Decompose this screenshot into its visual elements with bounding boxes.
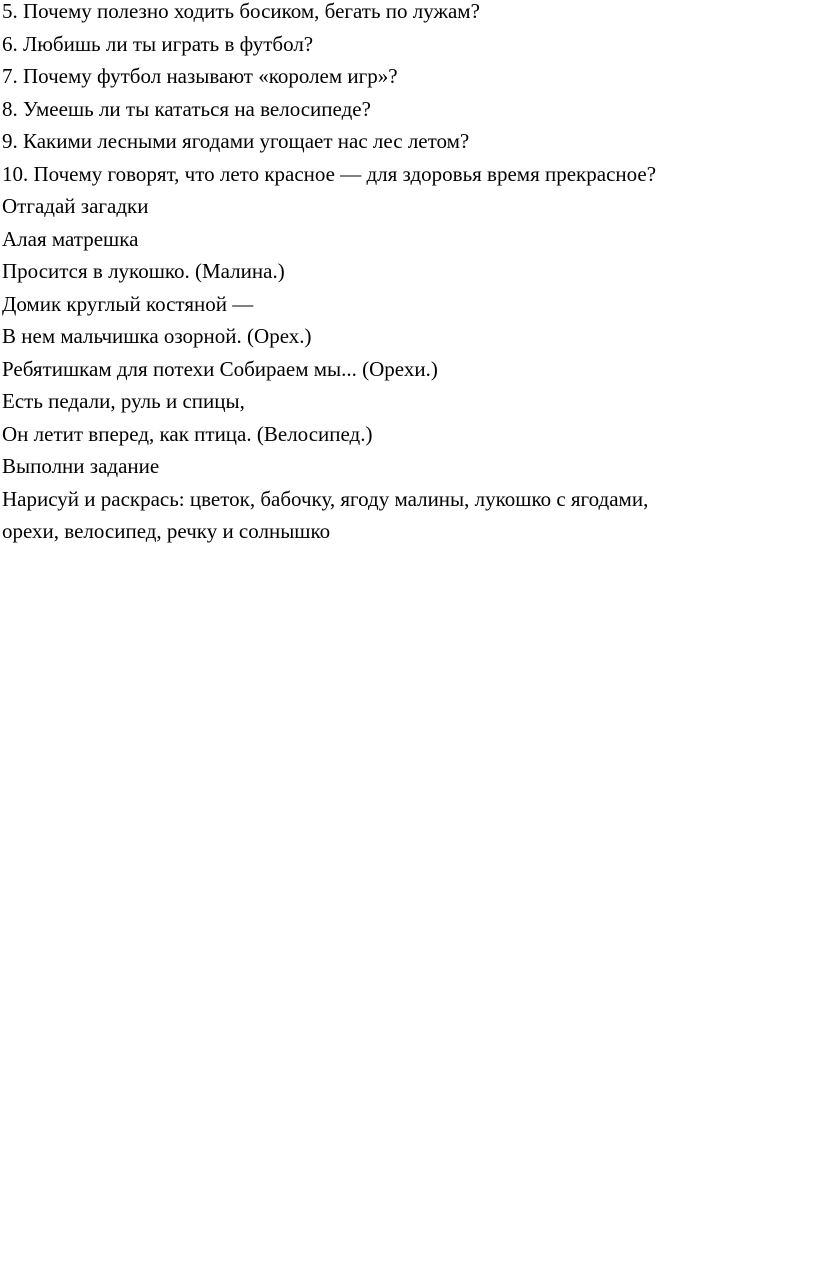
question-10: 10. Почему говорят, что лето красное — для здоровья время прекрасное? [2,161,657,186]
question-9: 9. Какими лесными ягодами угощает нас лес летом? [2,129,470,153]
riddles-heading: Отгадай загадки [2,194,149,218]
document-body [2,0,808,548]
task-line: орехи, велосипед, речку и солнышко [2,519,331,543]
task-heading: Выполни задание [2,454,160,478]
question-5: 5. Почему полезно ходить босиком, бегать по лужам? [2,0,480,23]
riddle-line: Домик круглый костяной — [2,291,254,316]
question-8: 8. Умеешь ли ты кататься на велосипеде? [2,96,371,121]
riddle-line: Ребятишкам для потехи Собираем мы... (Орехи.) [2,356,438,381]
riddle-line: Есть педали, руль и спицы, [2,389,245,413]
riddle-line: Алая матрешка [2,226,139,251]
question-6: 6. Любишь ли ты играть в футбол? [2,31,314,56]
riddle-line: Просится в лукошко. (Малина.) [2,259,285,283]
riddle-line: В нем мальчишка озорной. (Орех.) [2,324,312,348]
task-line: Нарисуй и раскрась: цветок, бабочку, ягоду малины, лукошко с ягодами, [2,486,649,511]
question-7: 7. Почему футбол называют «королем игр»? [2,64,398,88]
riddle-line: Он летит вперед, как птица. (Велосипед.) [2,421,373,446]
